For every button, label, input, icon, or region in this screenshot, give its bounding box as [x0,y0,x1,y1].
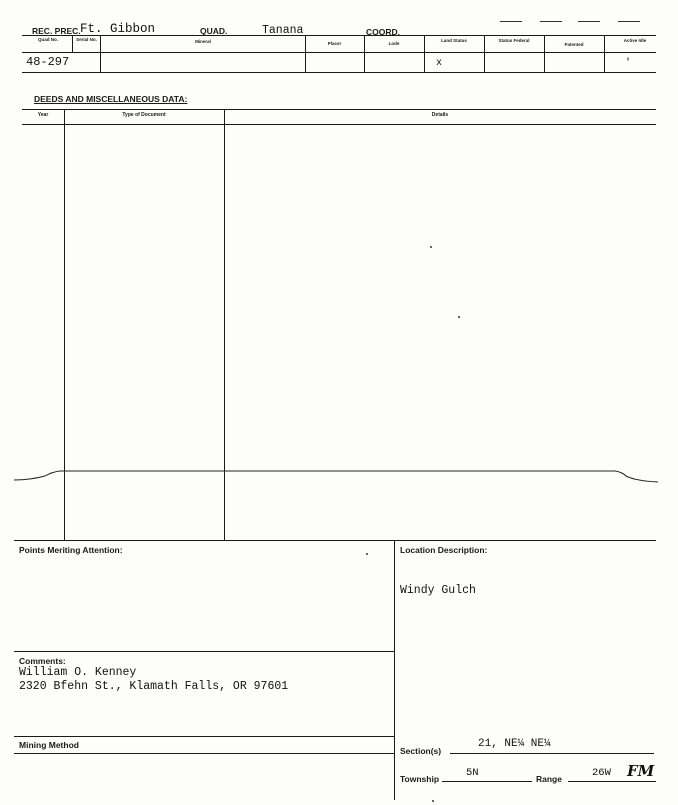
mining-bottom-rule [14,753,394,754]
speck [458,316,460,318]
section-value: 21, NE¼ NE¼ [478,738,551,750]
table-top-rule [22,35,656,36]
speck [432,800,434,802]
comments-line-1: William O. Kenney [19,666,137,679]
range-handwritten-note: FM [627,762,655,780]
township-value: 5N [466,767,479,779]
col-divider [544,35,545,72]
speck [366,553,368,555]
deeds-header-rule [22,124,656,125]
section-underline [450,753,654,754]
col-header-lode: Lode [388,41,400,46]
header-dash [540,21,562,22]
comments-line-2: 2320 Bfehn St., Klamath Falls, OR 97601 [19,680,289,693]
col-header-active-idle: Active Idle [623,38,647,43]
table-header-rule [22,52,656,53]
col-header-serial-no: Serial No. [76,37,97,42]
header-dash [618,21,640,22]
col-header-patented: Patented [564,42,584,47]
township-underline [442,781,532,782]
quad-no-value: 48-297 [26,55,70,69]
comments-top-rule [14,651,394,652]
col-divider [484,35,485,72]
mining-top-rule [14,736,394,737]
location-description-label: Location Description: [400,545,488,555]
page-fold-line [0,462,678,492]
col-header-land-status: Land Status [441,38,467,43]
col-header-mineral: Mineral [195,39,211,44]
deeds-section-title: DEEDS AND MISCELLANEOUS DATA: [34,94,188,104]
points-meriting-attention-label: Points Meriting Attention: [19,545,123,555]
table-bottom-rule [22,72,656,73]
deeds-col-details: Details [431,112,449,118]
comments-label: Comments: [19,656,66,666]
rec-prec-label: REC. PREC. [32,26,81,36]
range-label: Range [536,774,562,784]
col-divider [604,35,605,72]
range-value: 26W [592,767,611,779]
location-description-value: Windy Gulch [400,584,476,597]
land-status-mark: x [436,58,443,69]
bottom-center-divider [394,540,395,800]
header-dash [578,21,600,22]
deeds-col-type: Type of Document [122,112,166,118]
col-divider [424,35,425,72]
section-label: Section(s) [400,746,442,756]
coord-label: COORD. [366,27,400,37]
deeds-col-year: Year [37,112,49,118]
col-header-status-federal: Status Federal [498,38,530,43]
speck [430,246,432,248]
col-header-quad-no: Quad No. [38,37,58,42]
range-underline [568,781,656,782]
mining-method-label: Mining Method [19,740,79,750]
header-dash [500,21,522,22]
col-header-placer: Placer [327,41,342,46]
active-idle-mark: ' [625,58,632,69]
quad-label: QUAD. [200,26,228,36]
deeds-top-rule [22,109,656,110]
rec-prec-value: Ft. Gibbon [80,22,156,36]
quad-value: Tanana [262,24,304,37]
bottom-top-rule [14,540,656,541]
township-label: Township [400,774,440,784]
